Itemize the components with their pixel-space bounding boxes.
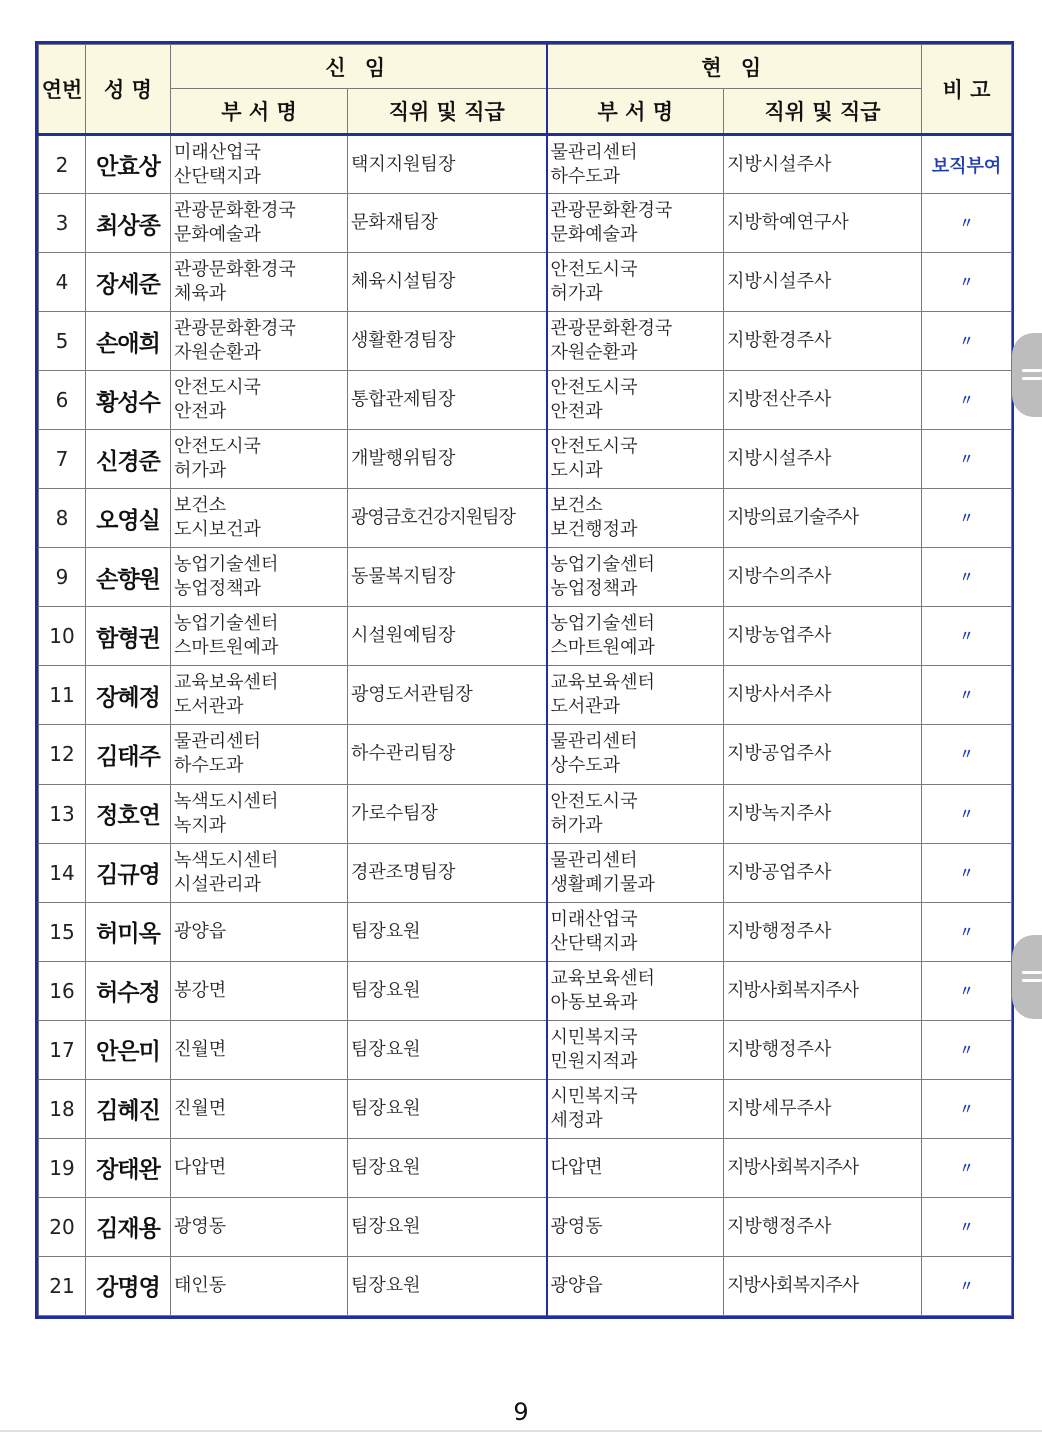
current-position-line: 지방환경주사 — [727, 330, 832, 352]
new-department-line: 광영동 — [174, 1215, 227, 1237]
new-position — [348, 430, 547, 489]
row-number: 20 — [39, 1197, 86, 1256]
person-name: 김재용 — [86, 1197, 171, 1256]
current-position-line: 지방사회복지주사 — [727, 1274, 859, 1296]
table-row — [39, 489, 1012, 548]
new-department — [171, 902, 348, 961]
new-position — [348, 843, 547, 902]
new-department — [171, 430, 348, 489]
new-department-line: 녹색도시센터 — [174, 790, 279, 812]
current-department — [547, 1079, 724, 1138]
table-row — [39, 194, 1012, 253]
new-position-line: 경관조명팀장 — [351, 861, 456, 883]
current-department — [547, 784, 724, 843]
bottom-divider — [0, 1430, 1042, 1432]
new-position-line: 생활환경팀장 — [351, 330, 456, 352]
new-department-line: 물관리센터 — [174, 731, 261, 753]
current-position — [724, 1256, 922, 1315]
current-department-line: 민원지적과 — [550, 1050, 638, 1072]
new-department-line: 안전도시국 — [174, 377, 261, 399]
new-department-line: 봉강면 — [174, 979, 227, 1001]
current-department-line: 물관리센터 — [550, 849, 638, 871]
new-position — [348, 666, 547, 725]
table-row — [39, 1138, 1012, 1197]
current-position-line: 지방시설주사 — [727, 448, 832, 470]
current-department-line: 세정과 — [550, 1109, 603, 1131]
current-position — [724, 784, 922, 843]
current-department-line: 안전도시국 — [550, 790, 638, 812]
new-department-line: 시설관리과 — [174, 873, 261, 895]
current-position-line: 지방수의주사 — [727, 566, 832, 588]
new-department-line: 안전과 — [174, 401, 227, 423]
note: 〃 — [922, 1256, 1012, 1315]
current-department-line: 허가과 — [550, 283, 603, 305]
note: 〃 — [922, 194, 1012, 253]
current-position-line: 지방행정주사 — [727, 920, 832, 942]
new-department — [171, 489, 348, 548]
new-department-line: 안전도시국 — [174, 436, 261, 458]
new-department-line: 교육보육센터 — [174, 672, 279, 694]
current-department-line: 허가과 — [550, 814, 603, 836]
current-department-line: 관광문화환경국 — [550, 200, 673, 222]
new-position-line: 하수관리팀장 — [351, 743, 456, 765]
row-number: 9 — [39, 548, 86, 607]
new-position-line: 팀장요원 — [351, 920, 421, 942]
new-department-line: 자원순환과 — [174, 342, 261, 364]
person-name: 황성수 — [86, 371, 171, 430]
header-name: 성 명 — [86, 45, 171, 135]
header-new-dept: 부 서 명 — [171, 89, 348, 135]
current-department-line: 안전도시국 — [550, 377, 638, 399]
row-number: 2 — [39, 135, 86, 194]
current-department — [547, 961, 724, 1020]
table-row — [39, 371, 1012, 430]
header-current-position: 직위 및 직급 — [724, 89, 922, 135]
side-tab-handle-lower[interactable] — [1012, 935, 1042, 1019]
current-position-line: 지방농업주사 — [727, 625, 832, 647]
new-position-line: 문화재팀장 — [351, 212, 438, 234]
note: 〃 — [922, 666, 1012, 725]
new-department-line: 산단택지과 — [174, 165, 261, 187]
new-position — [348, 1079, 547, 1138]
new-department-line: 보건소 — [174, 495, 227, 517]
header-note: 비 고 — [922, 45, 1012, 135]
current-department — [547, 194, 724, 253]
note: 〃 — [922, 548, 1012, 607]
current-department-line: 하수도과 — [550, 165, 621, 187]
current-department — [547, 843, 724, 902]
current-position — [724, 430, 922, 489]
row-number: 15 — [39, 902, 86, 961]
current-department-line: 다압면 — [550, 1156, 603, 1178]
current-department — [547, 135, 724, 194]
current-department-line: 물관리센터 — [550, 141, 638, 163]
current-department-line: 교육보육센터 — [550, 967, 655, 989]
new-department — [171, 607, 348, 666]
table-row — [39, 312, 1012, 371]
current-department — [547, 1256, 724, 1315]
table-row — [39, 135, 1012, 194]
current-department-line: 농업기술센터 — [550, 613, 655, 635]
new-position — [348, 784, 547, 843]
current-department — [547, 489, 724, 548]
new-position — [348, 194, 547, 253]
row-number: 6 — [39, 371, 86, 430]
current-department-line: 스마트원예과 — [550, 637, 655, 659]
new-department-line: 관광문화환경국 — [174, 318, 296, 340]
new-department — [171, 1197, 348, 1256]
table-row — [39, 1020, 1012, 1079]
new-department — [171, 312, 348, 371]
person-name: 장세준 — [86, 253, 171, 312]
note: 〃 — [922, 1197, 1012, 1256]
table-row — [39, 961, 1012, 1020]
new-position-line: 팀장요원 — [351, 1215, 421, 1237]
current-department-line: 교육보육센터 — [550, 672, 655, 694]
personnel-table — [38, 44, 1012, 1316]
header-new: 신 임 — [171, 45, 547, 89]
person-name: 오영실 — [86, 489, 171, 548]
current-department-line: 안전과 — [550, 401, 603, 423]
current-department — [547, 607, 724, 666]
table-row — [39, 548, 1012, 607]
new-department — [171, 1138, 348, 1197]
person-name: 정호연 — [86, 784, 171, 843]
table-body — [39, 135, 1012, 1316]
note: 〃 — [922, 607, 1012, 666]
new-position-line: 동물복지팀장 — [351, 566, 456, 588]
new-department — [171, 548, 348, 607]
current-position — [724, 1079, 922, 1138]
new-department — [171, 725, 348, 784]
new-department — [171, 371, 348, 430]
current-position — [724, 607, 922, 666]
current-position — [724, 253, 922, 312]
person-name: 손애희 — [86, 312, 171, 371]
current-position — [724, 666, 922, 725]
person-name: 김혜진 — [86, 1079, 171, 1138]
new-position — [348, 725, 547, 784]
current-department — [547, 1138, 724, 1197]
new-position — [348, 1020, 547, 1079]
new-department-line: 허가과 — [174, 460, 227, 482]
row-number: 17 — [39, 1020, 86, 1079]
row-number: 12 — [39, 725, 86, 784]
current-department-line: 아동보육과 — [550, 991, 638, 1013]
person-name: 장태완 — [86, 1138, 171, 1197]
note: 보직부여 — [922, 135, 1012, 194]
current-position-line: 지방세무주사 — [727, 1097, 832, 1119]
current-position-line: 지방사서주사 — [727, 684, 832, 706]
current-position-line: 지방행정주사 — [727, 1038, 832, 1060]
person-name: 강명영 — [86, 1256, 171, 1315]
current-department — [547, 312, 724, 371]
note: 〃 — [922, 843, 1012, 902]
new-department-line: 녹색도시센터 — [174, 849, 279, 871]
row-number: 4 — [39, 253, 86, 312]
current-position — [724, 489, 922, 548]
new-position-line: 택지지원팀장 — [351, 153, 456, 175]
new-department — [171, 843, 348, 902]
row-number: 19 — [39, 1138, 86, 1197]
current-position — [724, 843, 922, 902]
current-department — [547, 666, 724, 725]
current-department-line: 농업기술센터 — [550, 554, 655, 576]
header-current-dept: 부 서 명 — [547, 89, 724, 135]
note: 〃 — [922, 1079, 1012, 1138]
new-position-line: 가로수팀장 — [351, 802, 438, 824]
row-number: 18 — [39, 1079, 86, 1138]
current-department-line: 산단택지과 — [550, 932, 638, 954]
note: 〃 — [922, 1020, 1012, 1079]
table-row — [39, 1079, 1012, 1138]
new-department-line: 농업기술센터 — [174, 613, 279, 635]
row-number: 16 — [39, 961, 86, 1020]
new-department-line: 체육과 — [174, 283, 227, 305]
current-department — [547, 902, 724, 961]
person-name: 허미옥 — [86, 902, 171, 961]
new-department — [171, 961, 348, 1020]
new-position — [348, 253, 547, 312]
current-department-line: 보건행정과 — [550, 519, 638, 541]
row-number: 8 — [39, 489, 86, 548]
current-position — [724, 194, 922, 253]
current-position — [724, 1197, 922, 1256]
row-number: 5 — [39, 312, 86, 371]
new-position-line: 광영도서관팀장 — [351, 684, 473, 706]
new-position-line: 팀장요원 — [351, 1097, 421, 1119]
new-department-line: 진월면 — [174, 1097, 227, 1119]
current-department-line: 안전도시국 — [550, 436, 638, 458]
new-position — [348, 135, 547, 194]
new-position — [348, 1256, 547, 1315]
new-department — [171, 666, 348, 725]
new-department — [171, 784, 348, 843]
new-position — [348, 961, 547, 1020]
current-department — [547, 548, 724, 607]
current-position — [724, 902, 922, 961]
current-department-line: 시민복지국 — [550, 1026, 638, 1048]
new-position — [348, 607, 547, 666]
header-current: 현 임 — [547, 45, 922, 89]
table-row — [39, 784, 1012, 843]
note: 〃 — [922, 312, 1012, 371]
current-position — [724, 371, 922, 430]
new-department-line: 도시보건과 — [174, 519, 261, 541]
current-department — [547, 725, 724, 784]
current-position-line: 지방시설주사 — [727, 271, 832, 293]
note: 〃 — [922, 371, 1012, 430]
current-department-line: 미래산업국 — [550, 908, 638, 930]
row-number: 14 — [39, 843, 86, 902]
current-position — [724, 312, 922, 371]
new-department-line: 녹지과 — [174, 814, 227, 836]
table-row — [39, 607, 1012, 666]
row-number: 3 — [39, 194, 86, 253]
new-department — [171, 194, 348, 253]
current-position-line: 지방공업주사 — [727, 861, 832, 883]
current-department-line: 생활폐기물과 — [550, 873, 655, 895]
new-position-line: 광영금호건강지원팀장 — [351, 507, 515, 529]
header-no: 연번 — [39, 45, 86, 135]
row-number: 10 — [39, 607, 86, 666]
current-position-line: 지방전산주사 — [727, 389, 832, 411]
row-number: 7 — [39, 430, 86, 489]
new-department-line: 광양읍 — [174, 920, 227, 942]
note: 〃 — [922, 961, 1012, 1020]
table-row — [39, 1197, 1012, 1256]
new-department — [171, 1020, 348, 1079]
new-position-line: 팀장요원 — [351, 1156, 421, 1178]
current-position-line: 지방학예연구사 — [727, 212, 849, 234]
person-name: 손향원 — [86, 548, 171, 607]
person-name: 신경준 — [86, 430, 171, 489]
table-row — [39, 1256, 1012, 1315]
current-position-line: 지방녹지주사 — [727, 802, 832, 824]
note: 〃 — [922, 1138, 1012, 1197]
person-name: 함형권 — [86, 607, 171, 666]
current-position-line: 지방행정주사 — [727, 1215, 832, 1237]
person-name: 장혜정 — [86, 666, 171, 725]
table-row — [39, 843, 1012, 902]
current-department-line: 도시과 — [550, 460, 603, 482]
note: 〃 — [922, 902, 1012, 961]
current-department-line: 도서관과 — [550, 696, 621, 718]
new-position — [348, 312, 547, 371]
new-department-line: 관광문화환경국 — [174, 200, 296, 222]
table-row — [39, 430, 1012, 489]
new-position — [348, 371, 547, 430]
current-department-line: 광양읍 — [550, 1274, 603, 1296]
note: 〃 — [922, 725, 1012, 784]
new-department-line: 농업기술센터 — [174, 554, 279, 576]
note: 〃 — [922, 430, 1012, 489]
current-department-line: 보건소 — [550, 495, 603, 517]
new-department — [171, 253, 348, 312]
new-department-line: 다압면 — [174, 1156, 227, 1178]
table-row — [39, 725, 1012, 784]
current-position — [724, 1020, 922, 1079]
new-department-line: 스마트원예과 — [174, 637, 279, 659]
current-position — [724, 1138, 922, 1197]
current-department — [547, 430, 724, 489]
person-name: 허수정 — [86, 961, 171, 1020]
note: 〃 — [922, 784, 1012, 843]
new-position-line: 통합관제팀장 — [351, 389, 456, 411]
current-department-line: 상수도과 — [550, 755, 621, 777]
row-number: 21 — [39, 1256, 86, 1315]
new-department-line: 관광문화환경국 — [174, 259, 296, 281]
current-position-line: 지방시설주사 — [727, 153, 832, 175]
current-department-line: 관광문화환경국 — [550, 318, 673, 340]
current-position — [724, 961, 922, 1020]
new-position-line: 팀장요원 — [351, 979, 421, 1001]
current-department — [547, 1020, 724, 1079]
new-position — [348, 548, 547, 607]
person-name: 김규영 — [86, 843, 171, 902]
current-department-line: 시민복지국 — [550, 1085, 638, 1107]
row-number: 11 — [39, 666, 86, 725]
current-position — [724, 725, 922, 784]
new-department — [171, 1079, 348, 1138]
current-position — [724, 548, 922, 607]
new-position-line: 개발행위팀장 — [351, 448, 456, 470]
new-department-line: 문화예술과 — [174, 224, 261, 246]
person-name: 김태주 — [86, 725, 171, 784]
current-position-line: 지방의료기술주사 — [727, 507, 859, 529]
new-department-line: 태인동 — [174, 1274, 227, 1296]
note: 〃 — [922, 253, 1012, 312]
new-department-line: 도서관과 — [174, 696, 244, 718]
person-name: 최상종 — [86, 194, 171, 253]
new-department — [171, 135, 348, 194]
current-department — [547, 253, 724, 312]
current-department-line: 농업정책과 — [550, 578, 638, 600]
new-position — [348, 1138, 547, 1197]
new-position — [348, 489, 547, 548]
new-position — [348, 1197, 547, 1256]
table-row — [39, 902, 1012, 961]
row-number: 13 — [39, 784, 86, 843]
new-department-line: 진월면 — [174, 1038, 227, 1060]
new-department-line: 미래산업국 — [174, 141, 261, 163]
new-position-line: 체육시설팀장 — [351, 271, 456, 293]
current-position-line: 지방사회복지주사 — [727, 1156, 859, 1178]
header-new-position: 직위 및 직급 — [348, 89, 547, 135]
side-tab-handle[interactable] — [1012, 333, 1042, 417]
current-position-line: 지방공업주사 — [727, 743, 832, 765]
new-position-line: 팀장요원 — [351, 1038, 421, 1060]
new-position-line: 시설원예팀장 — [351, 625, 456, 647]
current-department — [547, 1197, 724, 1256]
current-department-line: 물관리센터 — [550, 731, 638, 753]
personnel-table-frame — [35, 41, 1014, 1319]
current-department — [547, 371, 724, 430]
new-department — [171, 1256, 348, 1315]
table-row — [39, 666, 1012, 725]
new-department-line: 농업정책과 — [174, 578, 261, 600]
page-number: 9 — [513, 1398, 529, 1426]
new-position — [348, 902, 547, 961]
note: 〃 — [922, 489, 1012, 548]
new-department-line: 하수도과 — [174, 755, 244, 777]
current-position — [724, 135, 922, 194]
new-position-line: 팀장요원 — [351, 1274, 421, 1296]
current-department-line: 문화예술과 — [550, 224, 638, 246]
person-name: 안효상 — [86, 135, 171, 194]
current-position-line: 지방사회복지주사 — [727, 979, 859, 1001]
table-row — [39, 253, 1012, 312]
current-department-line: 안전도시국 — [550, 259, 638, 281]
current-department-line: 광영동 — [550, 1215, 603, 1237]
current-department-line: 자원순환과 — [550, 342, 638, 364]
person-name: 안은미 — [86, 1020, 171, 1079]
